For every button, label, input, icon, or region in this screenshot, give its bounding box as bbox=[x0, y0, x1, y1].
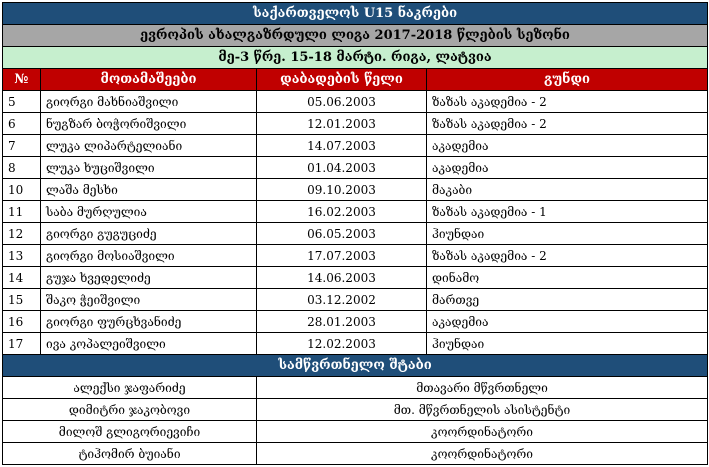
player-number: 11 bbox=[3, 201, 41, 223]
staff-role: კოორდინატორი bbox=[257, 421, 708, 443]
player-birth-date: 12.01.2003 bbox=[257, 113, 427, 135]
player-name: ლუკა ლიპარტელიანი bbox=[41, 135, 257, 157]
player-birth-date: 28.01.2003 bbox=[257, 311, 427, 333]
player-name: შაკო ჭეიშვილი bbox=[41, 289, 257, 311]
header-birth: დაბადების წელი bbox=[257, 69, 427, 91]
player-birth-date: 06.05.2003 bbox=[257, 223, 427, 245]
player-number: 5 bbox=[3, 91, 41, 113]
player-number: 16 bbox=[3, 311, 41, 333]
player-team: ზაზას აკადემია - 2 bbox=[427, 245, 708, 267]
staff-section-title: სამწვრთნელო შტაბი bbox=[3, 355, 708, 377]
player-team: ზაზას აკადემია - 1 bbox=[427, 201, 708, 223]
player-row bbox=[3, 91, 708, 113]
header-player: მოთამაშეები bbox=[41, 69, 257, 91]
player-team: დინამო bbox=[427, 267, 708, 289]
staff-title-row bbox=[3, 355, 708, 377]
player-row bbox=[3, 333, 708, 355]
tour-info: მე-3 წრე. 15-18 მარტი. რიგა, ლატვია bbox=[3, 47, 708, 69]
staff-row bbox=[3, 421, 708, 443]
player-number: 12 bbox=[3, 223, 41, 245]
player-number: 17 bbox=[3, 333, 41, 355]
player-number: 6 bbox=[3, 113, 41, 135]
player-team: მართვე bbox=[427, 289, 708, 311]
player-row bbox=[3, 223, 708, 245]
player-team: ზაზას აკადემია - 2 bbox=[427, 113, 708, 135]
subtitle-row bbox=[3, 25, 708, 47]
staff-row bbox=[3, 399, 708, 421]
player-row bbox=[3, 289, 708, 311]
staff-name: დიმიტრი ჯაკობოვი bbox=[3, 399, 257, 421]
staff-role: მთ. მწვრთნელის ასისტენტი bbox=[257, 399, 708, 421]
player-team: ჰიუნდაი bbox=[427, 223, 708, 245]
player-team: ჰიუნდაი bbox=[427, 333, 708, 355]
player-number: 8 bbox=[3, 157, 41, 179]
staff-row bbox=[3, 443, 708, 465]
staff-name: მილოშ გლიგორიევიჩი bbox=[3, 421, 257, 443]
staff-role: მთავარი მწვრთნელი bbox=[257, 377, 708, 399]
player-number: 13 bbox=[3, 245, 41, 267]
table-title: საქართველოს U15 ნაკრები bbox=[3, 3, 708, 25]
player-birth-date: 05.06.2003 bbox=[257, 91, 427, 113]
player-row bbox=[3, 113, 708, 135]
player-name: გიორგი გუგუციძე bbox=[41, 223, 257, 245]
player-birth-date: 09.10.2003 bbox=[257, 179, 427, 201]
roster-table bbox=[2, 2, 708, 465]
player-row bbox=[3, 179, 708, 201]
player-name: გიორგი მახნიაშვილი bbox=[41, 91, 257, 113]
player-name: ლაშა მესხი bbox=[41, 179, 257, 201]
player-team: აკადემია bbox=[427, 135, 708, 157]
player-name: გიორგი მოსიაშვილი bbox=[41, 245, 257, 267]
player-birth-date: 03.12.2002 bbox=[257, 289, 427, 311]
player-name: ნუგზარ ბოჭორიშვილი bbox=[41, 113, 257, 135]
player-birth-date: 14.07.2003 bbox=[257, 135, 427, 157]
staff-name: ალექსი ჯაფარიძე bbox=[3, 377, 257, 399]
player-team: აკადემია bbox=[427, 157, 708, 179]
player-name: ივა კოპალეიშვილი bbox=[41, 333, 257, 355]
player-team: აკადემია bbox=[427, 311, 708, 333]
player-number: 7 bbox=[3, 135, 41, 157]
player-team: მაკაბი bbox=[427, 179, 708, 201]
player-number: 14 bbox=[3, 267, 41, 289]
title-row bbox=[3, 3, 708, 25]
player-birth-date: 16.02.2003 bbox=[257, 201, 427, 223]
player-number: 10 bbox=[3, 179, 41, 201]
player-row bbox=[3, 135, 708, 157]
staff-name: ტიჰომირ ბუიანი bbox=[3, 443, 257, 465]
player-birth-date: 14.06.2003 bbox=[257, 267, 427, 289]
player-birth-date: 01.04.2003 bbox=[257, 157, 427, 179]
player-name: გიორგი ფურცხვანიძე bbox=[41, 311, 257, 333]
player-team: ზაზას აკადემია - 2 bbox=[427, 91, 708, 113]
player-row bbox=[3, 245, 708, 267]
player-row bbox=[3, 157, 708, 179]
header-number: № bbox=[3, 69, 41, 91]
player-name: გუჯა ხვედელიძე bbox=[41, 267, 257, 289]
tour-row bbox=[3, 47, 708, 69]
player-name: საბა მურღულია bbox=[41, 201, 257, 223]
header-team: გუნდი bbox=[427, 69, 708, 91]
player-birth-date: 17.07.2003 bbox=[257, 245, 427, 267]
staff-role: კოორდინატორი bbox=[257, 443, 708, 465]
player-row bbox=[3, 267, 708, 289]
header-row bbox=[3, 69, 708, 91]
table-subtitle: ევროპის ახალგაზრდული ლიგა 2017-2018 წლების სეზონი bbox=[3, 25, 708, 47]
player-row bbox=[3, 311, 708, 333]
player-row bbox=[3, 201, 708, 223]
player-birth-date: 12.02.2003 bbox=[257, 333, 427, 355]
player-name: ლუკა ხუციშვილი bbox=[41, 157, 257, 179]
player-number: 15 bbox=[3, 289, 41, 311]
staff-row bbox=[3, 377, 708, 399]
